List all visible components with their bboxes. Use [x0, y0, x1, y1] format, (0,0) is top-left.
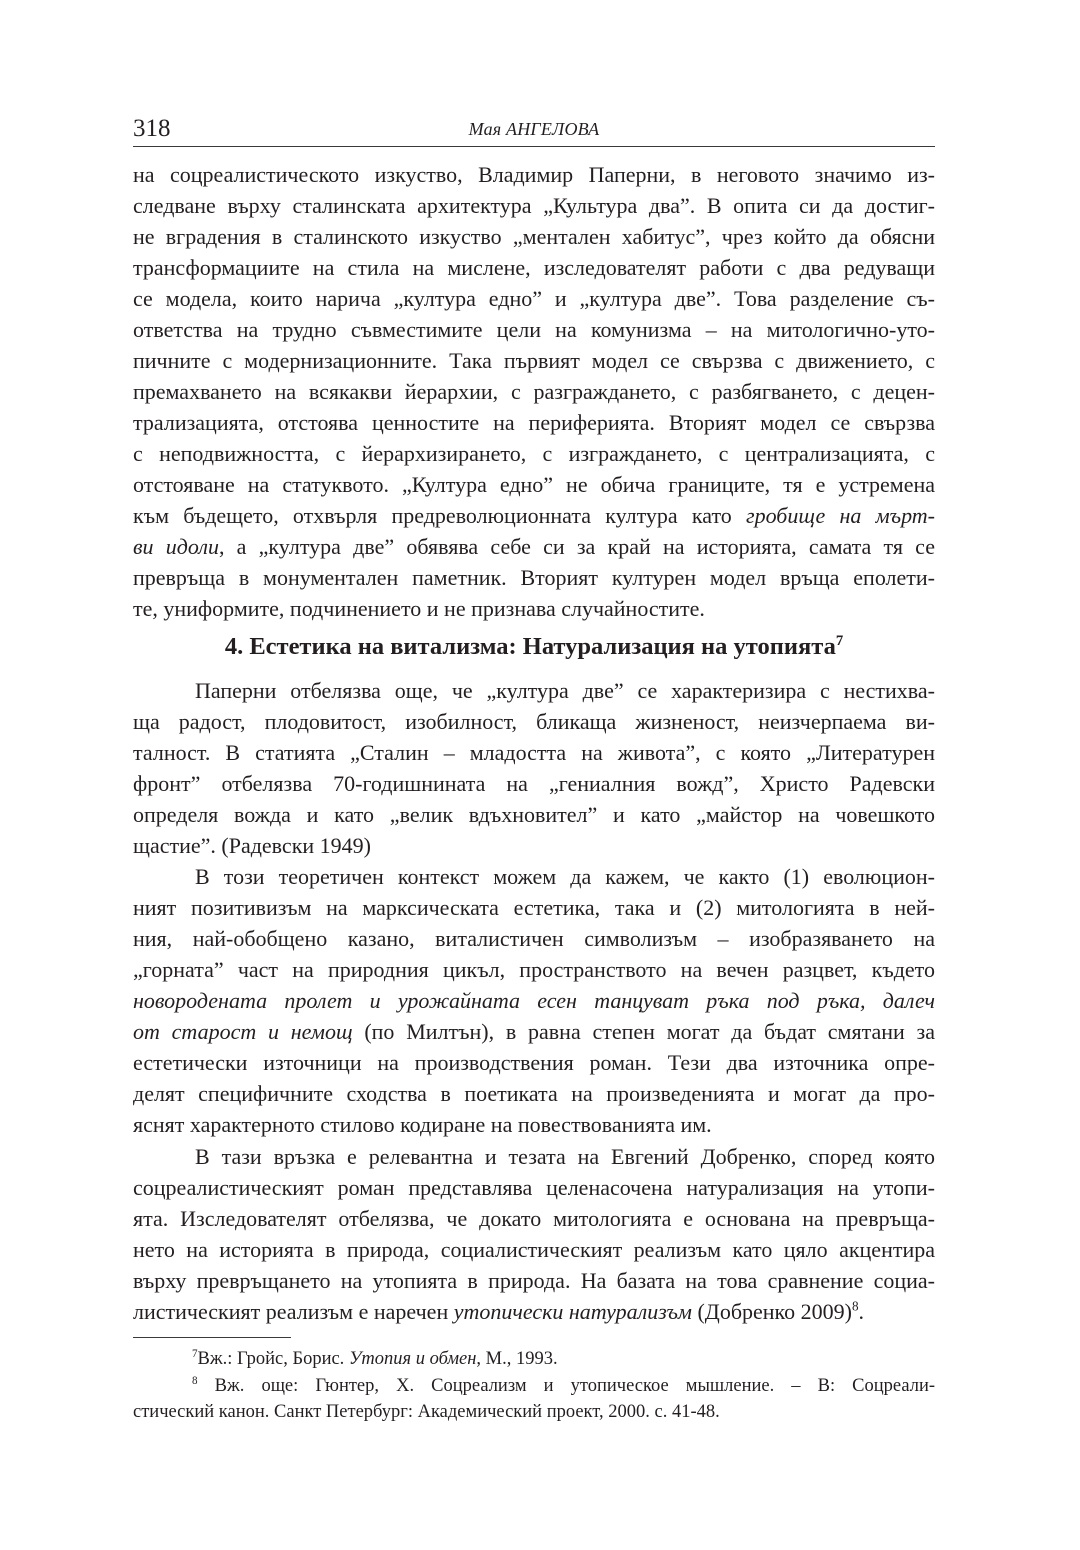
text-line: ният позитивизъм на марксическата естетика, така и (2) митологията в ней- — [133, 895, 935, 920]
footnote-7 — [192, 1347, 558, 1371]
text-line: на соцреалистическото изкуство, Владимир Паперни, в неговото значимо из- — [133, 162, 935, 187]
text-line: превръща в монументален паметник. Вторият културен модел връща еполети- — [133, 565, 935, 590]
text-line: ята. Изследователят отбелязва, че докато митологията е основана на превръща- — [133, 1206, 935, 1231]
section-heading-text: 4. Естетика на витализма: Натурализация на утопията — [224, 633, 836, 660]
text-line: В тази връзка е релевантна и тезата на Евгений Добренко, според която — [195, 1144, 935, 1169]
running-head — [133, 112, 935, 147]
text-line — [133, 1297, 864, 1327]
text-line — [133, 501, 935, 531]
text-line: нето на историята в природа, социалистическият реализъм като цяло акцентира — [133, 1237, 935, 1262]
text-line — [133, 986, 935, 1016]
text-line: трализацията, отстоява ценностите на периферията. Вторият модел се свързва — [133, 410, 935, 435]
text-line: пичните с модернизационните. Така първият модел се свързва с движението, с — [133, 348, 935, 373]
italic-run: утопически натурализъм — [453, 1299, 692, 1324]
text-line: ответства на трудно съвместимите цели на комунизма – на митологично-уто- — [133, 317, 935, 342]
text-line: талност. В статията „Сталин – младостта на живота”, с която „Литературен — [133, 740, 935, 765]
text-line: ния, най-обобщено казано, виталистичен символизъм – изобразяването на — [133, 926, 935, 951]
text-run: . — [858, 1299, 865, 1324]
footnote-rule — [133, 1337, 291, 1338]
footnote-ref: 7 — [835, 632, 844, 649]
text-line: премахването на всякакви йерархии, с разграждането, с разбягването, с децен- — [133, 379, 935, 404]
italic-run: гробище на мърт- — [746, 503, 936, 528]
page-number: 318 — [133, 115, 171, 142]
italic-run: Утопия и обмен — [348, 1349, 477, 1369]
text-run: Вж.: Гройс, Борис. — [197, 1349, 349, 1369]
footnote-line: стический канон. Санкт Петербург: Академический проект, 2000. с. 41-48. — [133, 1402, 720, 1422]
text-line: не вградения в сталинското изкуство „ментален хабитус”, чрез който да обясни — [133, 224, 935, 249]
text-line: се модела, които нарича „култура едно” и „култура две”. Това разделение съ- — [133, 286, 935, 311]
text-line: В този теоретичен контекст можем да кажем, че както (1) еволюцион- — [195, 864, 935, 889]
text-line: „горната” част на природния цикъл, пространството на вечен разцвет, където — [133, 957, 935, 982]
text-line: те, униформите, подчинението и не признава случайностите. — [133, 596, 705, 621]
text-line: следване върху сталинската архитектура „Культура два”. В опита си да достиг- — [133, 193, 935, 218]
italic-run: от старост и немощ — [133, 1019, 353, 1044]
text-line: соцреалистическият роман представлява целенасочена натурализация на утопи- — [133, 1175, 935, 1200]
footnote-ref: 8 — [851, 1298, 859, 1314]
footnote-number: 8 — [192, 1374, 198, 1387]
text-run: листическият реализъм е наречен — [133, 1299, 454, 1324]
section-heading — [133, 630, 935, 664]
text-run: , М., 1993. — [476, 1349, 558, 1369]
text-line: с неподвижността, с йерархизирането, с изграждането, с централизацията, с — [133, 441, 935, 466]
text-line: щастие”. (Радевски 1949) — [133, 833, 371, 858]
text-run: , а „култура две” обявява себе си за край на историята, самата тя се — [218, 534, 935, 559]
text-line: ща радост, плодовитост, изобилност, бликаща жизненост, неизчерпаема ви- — [133, 709, 935, 734]
text-run: (Добренко 2009) — [691, 1299, 852, 1324]
text-line: Паперни отбелязва още, че „култура две” се характеризира с нестихва- — [195, 678, 935, 703]
footnote-8 — [192, 1374, 935, 1398]
text-run: Вж. още: Гюнтер, Х. Соцреализм и утопическое мышление. – В: Соцреали- — [214, 1376, 936, 1396]
text-run: към бъдещето, отхвърля предреволюционната култура като — [133, 503, 746, 528]
italic-run: новородената пролет и урожайната есен танцуват ръка под ръка, далеч — [133, 988, 935, 1013]
text-line — [133, 532, 935, 562]
running-head-author: Мая АНГЕЛОВА — [468, 119, 600, 139]
text-line: естетически източници на производствения роман. Тези два източника опре- — [133, 1050, 935, 1075]
text-line: фронт” отбелязва 70-годишнината на „гениалния вожд”, Христо Радевски — [133, 771, 935, 796]
text-line: яснят характерното стилово кодиране на повествованията им. — [133, 1112, 712, 1137]
text-line: трансформациите на стила на мислене, изследователят работи с два редуващи — [133, 255, 935, 280]
text-line: върху превръщането на утопията в природа. На базата на това сравнение социа- — [133, 1268, 935, 1293]
text-line — [133, 1017, 935, 1047]
italic-run: ви идоли — [133, 534, 219, 559]
text-line: делят специфичните сходства в поетиката на произведенията и могат да про- — [133, 1081, 935, 1106]
footnote-number: 7 — [192, 1347, 198, 1360]
text-line: отстояване на статуквото. „Култура едно” не обича границите, тя е устремена — [133, 472, 935, 497]
text-run: (по Милтън), в равна степен могат да бъдат смятани за — [352, 1019, 935, 1044]
text-line: определя вожда и като „велик вдъхновител” и като „майстор на човешкото — [133, 802, 935, 827]
